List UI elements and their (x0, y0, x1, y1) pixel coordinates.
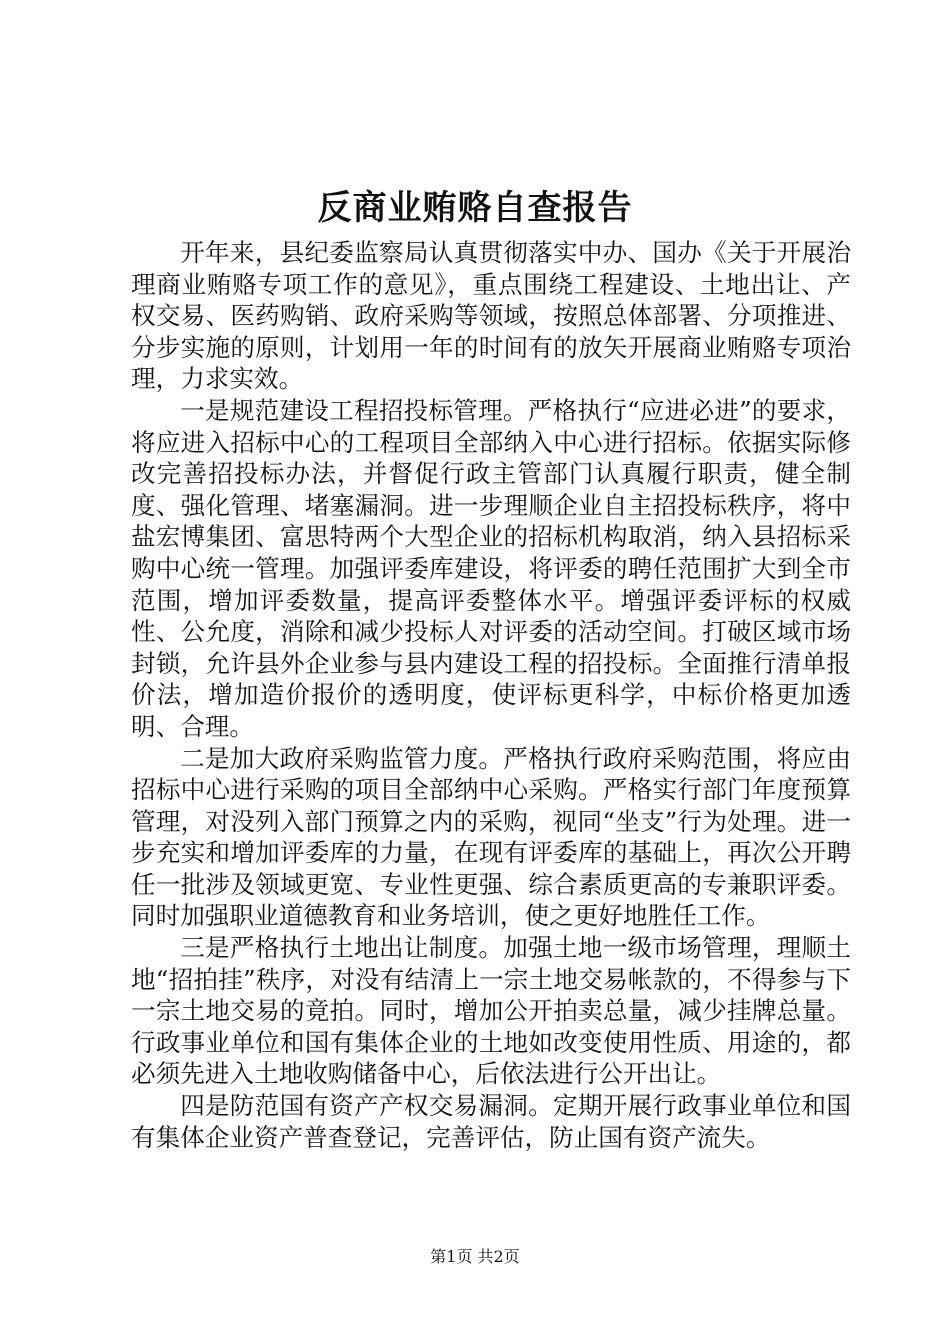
paragraph-construction-bidding: 一是规范建设工程招投标管理。严格执行“应进必进”的要求，将应进入招标中心的工程项目全部纳入中心进行招标。依据实际修改完善招投标办法，并督促行政主管部门认真履行职责，健全制度、强化管理、堵塞漏洞。进一步理顺企业自主招投标秩序，将中盐宏博集团、富思特两个大型企业的招标机构取消，纳入县招标采购中心统一管理。加强评委库建设，将评委的聘任范围扩大到全市范围，增加评委数量，提高评委整体水平。增强评委评标的权威性、公允度，消除和减少投标人对评委的活动空间。打破区域市场封锁，允许县外企业参与县内建设工程的招投标。全面推行清单报价法，增加造价报价的透明度，使评标更科学，中标价格更加透明、合理。 (131, 395, 851, 741)
paragraph-intro: 开年来，县纪委监察局认真贯彻落实中办、国办《关于开展治理商业贿赂专项工作的意见》，重点围绕工程建设、土地出让、产权交易、医药购销、政府采购等领域，按照总体部署、分项推进、分步实施的原则，计划用一年的时间有的放矢开展商业贿赂专项治理，力求实效。 (131, 238, 851, 394)
document-body (131, 237, 851, 1153)
paragraph-government-procurement: 二是加大政府采购监管力度。严格执行政府采购范围，将应由招标中心进行采购的项目全部纳中心采购。严格实行部门年度预算管理，对没列入部门预算之内的采购，视同“坐支”行为处理。进一步充实和增加评委库的力量，在现有评委库的基础上，再次公开聘任一批涉及领域更宽、专业性更强、综合素质更高的专兼职评委。同时加强职业道德教育和业务培训，使之更好地胜任工作。 (131, 743, 851, 931)
paragraph-state-assets: 四是防范国有资产产权交易漏洞。定期开展行政事业单位和国有集体企业资产普查登记，完善评估，防止国有资产流失。 (131, 1091, 851, 1152)
page-footer: 第1页 共2页 (430, 1247, 520, 1266)
paragraph-land-transfer: 三是严格执行土地出让制度。加强土地一级市场管理，理顺土地“招拍挂”秩序，对没有结清上一宗土地交易帐款的，不得参与下一宗土地交易的竟拍。同时，增加公开拍卖总量，减少挂牌总量。行政事业单位和国有集体企业的土地如改变使用性质、用途的，都必须先进入土地收购储备中心，后依法进行公开出让。 (131, 933, 851, 1089)
document-title: 反商业贿赂自查报告 (317, 188, 633, 228)
